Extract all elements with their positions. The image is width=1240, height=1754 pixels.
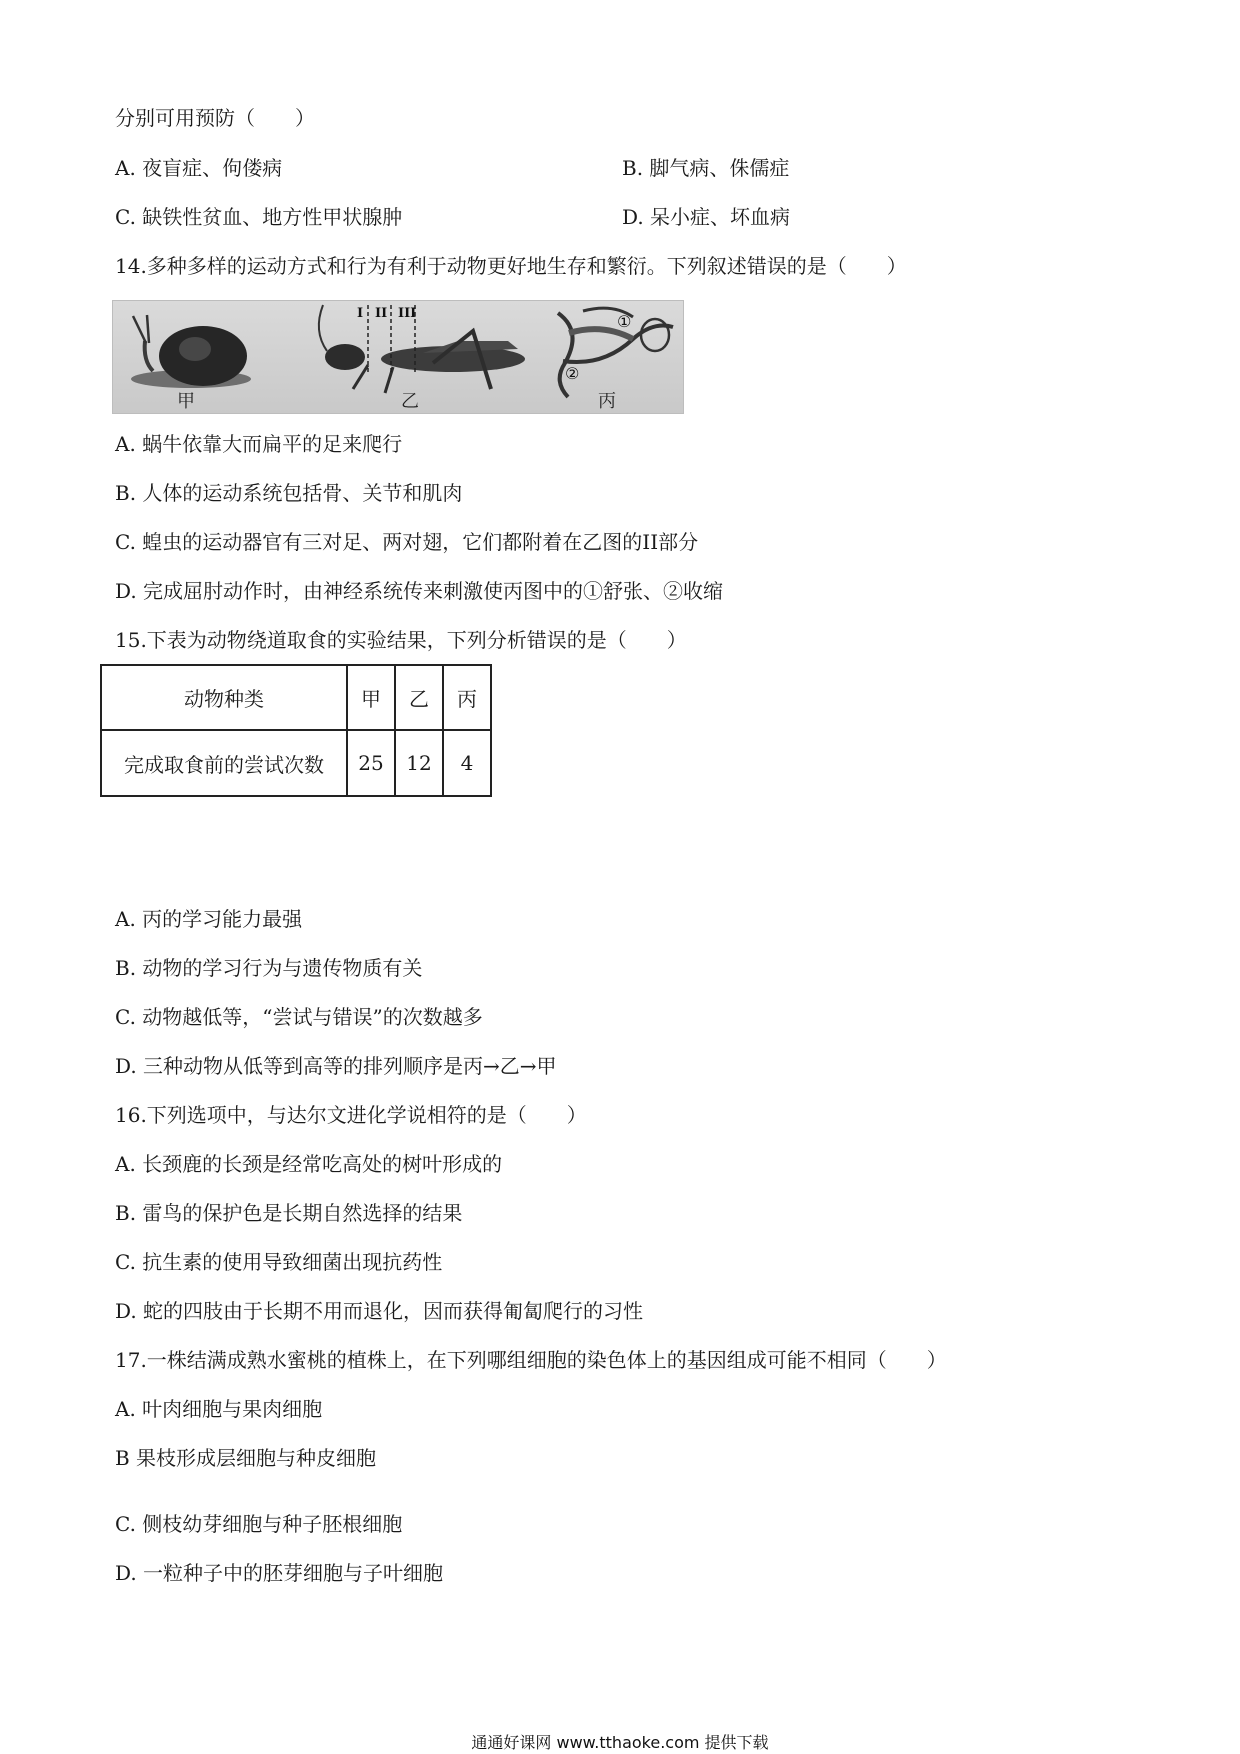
- q17-option-a: A. 叶肉细胞与果肉细胞: [115, 1397, 323, 1421]
- q15-option-d: D. 三种动物从低等到高等的排列顺序是丙→乙→甲: [115, 1054, 557, 1078]
- table-cell: 12: [395, 730, 443, 796]
- q13-option-a: A. 夜盲症、佝偻病: [115, 156, 283, 180]
- table-header-cell: 丙: [443, 665, 491, 730]
- table-header-cell: 乙: [395, 665, 443, 730]
- table-cell: 4: [443, 730, 491, 796]
- q14-option-d: D. 完成屈肘动作时，由神经系统传来刺激使丙图中的①舒张、②收缩: [115, 579, 724, 603]
- arm-muscle-illustration: [558, 308, 673, 397]
- q16-option-a: A. 长颈鹿的长颈是经常吃高处的树叶形成的: [115, 1152, 503, 1176]
- q17-option-d: D. 一粒种子中的胚芽细胞与子叶细胞: [115, 1561, 444, 1585]
- q15-table: [100, 664, 492, 797]
- q13-option-c: C. 缺铁性贫血、地方性甲状腺肿: [115, 205, 403, 229]
- q15-option-c: C. 动物越低等，“尝试与错误”的次数越多: [115, 1005, 483, 1029]
- q15-stem: 15.下表为动物绕道取食的实验结果，下列分析错误的是（ ）: [115, 628, 687, 652]
- segment-label-1: I: [357, 306, 364, 321]
- q17-stem: 17.一株结满成熟水蜜桃的植株上，在下列哪组细胞的染色体上的基因组成可能不相同（ ）: [115, 1348, 947, 1372]
- panel-label-bing: 丙: [598, 391, 616, 412]
- q16-option-b: B. 雷鸟的保护色是长期自然选择的结果: [115, 1201, 463, 1225]
- panel-label-jia: 甲: [177, 391, 195, 412]
- q13-option-b: B. 脚气病、侏儒症: [622, 156, 790, 180]
- q17-option-b: B 果枝形成层细胞与种皮细胞: [115, 1446, 377, 1470]
- table-header-row: [101, 665, 491, 730]
- q16-stem: 16.下列选项中，与达尔文进化学说相符的是（ ）: [115, 1103, 587, 1127]
- snail-illustration: [131, 315, 251, 388]
- q16-option-c: C. 抗生素的使用导致细菌出现抗药性: [115, 1250, 443, 1274]
- q16-option-d: D. 蛇的四肢由于长期不用而退化，因而获得匍匐爬行的习性: [115, 1299, 644, 1323]
- table-header-cell: 甲: [347, 665, 395, 730]
- q15-option-b: B. 动物的学习行为与遗传物质有关: [115, 956, 423, 980]
- q14-option-b: B. 人体的运动系统包括骨、关节和肌肉: [115, 481, 463, 505]
- muscle-label-2: ②: [565, 364, 580, 383]
- panel-label-yi: 乙: [401, 391, 419, 412]
- table-header-cell: 动物种类: [101, 665, 347, 730]
- q15-option-a: A. 丙的学习能力最强: [115, 907, 303, 931]
- q14-option-c: C. 蝗虫的运动器官有三对足、两对翅，它们都附着在乙图的II部分: [115, 530, 699, 554]
- page-footer: 通通好课网 www.tthaoke.com 提供下载: [471, 1733, 769, 1752]
- segment-label-3: III: [398, 306, 417, 321]
- q17-option-c: C. 侧枝幼芽细胞与种子胚根细胞: [115, 1512, 403, 1536]
- animal-figure-illustration: [113, 301, 683, 413]
- q13-option-d: D. 呆小症、坏血病: [622, 205, 791, 229]
- table-cell: 完成取食前的尝试次数: [101, 730, 347, 796]
- q14-stem: 14.多种多样的运动方式和行为有利于动物更好地生存和繁衍。下列叙述错误的是（ ）: [115, 254, 907, 278]
- q14-option-a: A. 蜗牛依靠大而扁平的足来爬行: [115, 432, 403, 456]
- q13-stem-tail: 分别可用预防（ ）: [115, 106, 315, 130]
- segment-label-2: II: [375, 306, 388, 321]
- muscle-label-1: ①: [617, 312, 632, 331]
- table-cell: 25: [347, 730, 395, 796]
- q14-figure: [112, 300, 684, 414]
- grasshopper-illustration: [319, 305, 525, 393]
- table-row: [101, 730, 491, 796]
